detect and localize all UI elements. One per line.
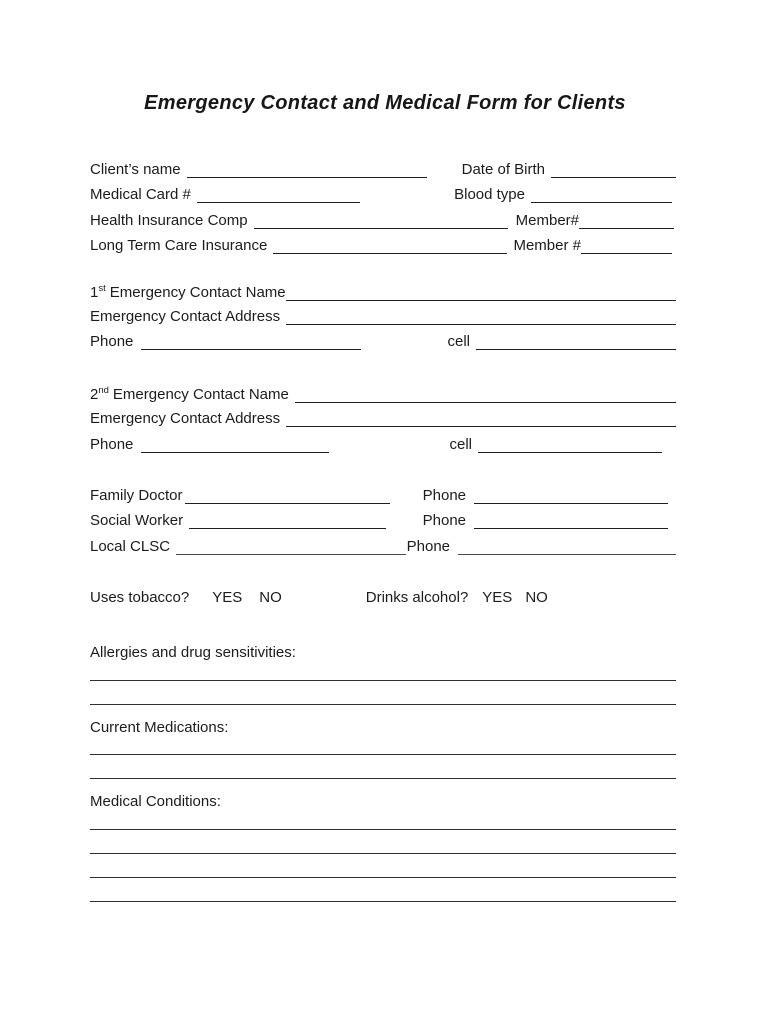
tobacco-no-option[interactable]: NO: [259, 589, 282, 607]
conditions-line-2[interactable]: [90, 853, 676, 854]
contact1-address-row: [90, 308, 676, 333]
local-clsc-phone-field[interactable]: [458, 554, 676, 555]
date-of-birth-label: Date of Birth: [461, 161, 545, 178]
form-title: Emergency Contact and Medical Form for Clients: [144, 92, 626, 114]
allergies-line-1[interactable]: [90, 680, 676, 681]
medications-line-2[interactable]: [90, 778, 676, 779]
contact2-cell-label: cell: [449, 435, 472, 453]
medical-card-label: Medical Card #: [90, 186, 191, 204]
member-number-2-field[interactable]: [581, 253, 672, 254]
medications-section: [90, 715, 676, 779]
social-worker-field[interactable]: [189, 528, 386, 529]
local-clsc-field[interactable]: [176, 554, 406, 555]
allergies-line-2[interactable]: [90, 704, 676, 705]
clients-name-row: [90, 161, 676, 186]
member-number-1-field[interactable]: [579, 228, 674, 229]
contact2-name-label: 2nd Emergency Contact Name: [90, 384, 289, 403]
medications-label: Current Medications:: [90, 718, 229, 736]
contact2-cell-field[interactable]: [478, 452, 662, 453]
local-clsc-label: Local CLSC: [90, 537, 171, 555]
contact2-phone-field[interactable]: [141, 452, 329, 453]
conditions-line-1[interactable]: [90, 829, 676, 830]
long-term-care-field[interactable]: [273, 253, 507, 254]
health-insurance-label: Health Insurance Comp: [90, 211, 248, 229]
long-term-care-label: Long Term Care Insurance: [90, 237, 268, 255]
contact2-address-label: Emergency Contact Address: [90, 410, 281, 428]
social-worker-row: [90, 512, 676, 537]
tobacco-yes-option[interactable]: YES: [212, 589, 243, 607]
blood-type-label: Blood type: [454, 186, 525, 204]
conditions-line-3[interactable]: [90, 877, 676, 878]
habits-section: [90, 589, 676, 614]
contact2-phone-row: [90, 436, 676, 461]
medical-card-row: [90, 186, 676, 211]
family-doctor-field[interactable]: [185, 503, 390, 504]
contact1-phone-field[interactable]: [141, 349, 361, 350]
date-of-birth-field[interactable]: [551, 177, 676, 178]
family-doctor-phone-label: Phone: [422, 486, 466, 504]
habits-row: [90, 589, 676, 614]
medical-card-field[interactable]: [197, 202, 360, 203]
family-doctor-label: Family Doctor: [90, 486, 183, 504]
contact2-address-field[interactable]: [286, 426, 676, 427]
form-body: [90, 161, 676, 902]
contact1-name-row: [90, 283, 676, 308]
blood-type-field[interactable]: [531, 202, 672, 203]
conditions-line-4[interactable]: [90, 901, 676, 902]
social-worker-label: Social Worker: [90, 512, 184, 530]
alcohol-question-label: Drinks alcohol?: [365, 589, 469, 607]
member-number-2-label: Member #: [513, 237, 581, 255]
contact1-name-label: 1st Emergency Contact Name: [90, 282, 286, 301]
contact2-name-row: [90, 385, 676, 410]
clients-name-field[interactable]: [187, 177, 427, 178]
medications-line-1[interactable]: [90, 754, 676, 755]
conditions-section: [90, 789, 676, 901]
contact1-address-field[interactable]: [286, 324, 676, 325]
allergies-section: [90, 640, 676, 704]
social-worker-phone-label: Phone: [422, 512, 466, 530]
family-doctor-phone-field[interactable]: [474, 503, 668, 504]
social-worker-phone-field[interactable]: [474, 528, 668, 529]
contact2-address-row: [90, 410, 676, 435]
contact1-cell-field[interactable]: [476, 349, 676, 350]
contact1-phone-label: Phone: [90, 333, 134, 351]
client-info-section: [90, 161, 676, 263]
contact1-cell-label: cell: [447, 333, 470, 351]
local-clsc-row: [90, 538, 676, 563]
allergies-label: Allergies and drug sensitivities:: [90, 644, 296, 662]
conditions-label: Medical Conditions:: [90, 793, 221, 811]
emergency-contact-2-section: [90, 385, 676, 461]
family-doctor-row: [90, 487, 676, 512]
alcohol-yes-option[interactable]: YES: [482, 589, 513, 607]
clients-name-label: Client’s name: [90, 161, 181, 178]
contact2-phone-label: Phone: [90, 435, 134, 453]
member-number-1-label: Member#: [515, 211, 579, 229]
long-term-care-row: [90, 237, 676, 262]
alcohol-no-option[interactable]: NO: [525, 589, 548, 607]
care-providers-section: [90, 487, 676, 563]
contact1-phone-row: [90, 333, 676, 358]
contact1-address-label: Emergency Contact Address: [90, 307, 281, 325]
health-insurance-field[interactable]: [254, 228, 508, 229]
health-insurance-row: [90, 212, 676, 237]
emergency-contact-1-section: [90, 283, 676, 359]
contact2-name-field[interactable]: [295, 402, 676, 403]
tobacco-question-label: Uses tobacco?: [90, 589, 190, 607]
local-clsc-phone-label: Phone: [406, 537, 450, 555]
contact1-name-field[interactable]: [286, 300, 676, 301]
